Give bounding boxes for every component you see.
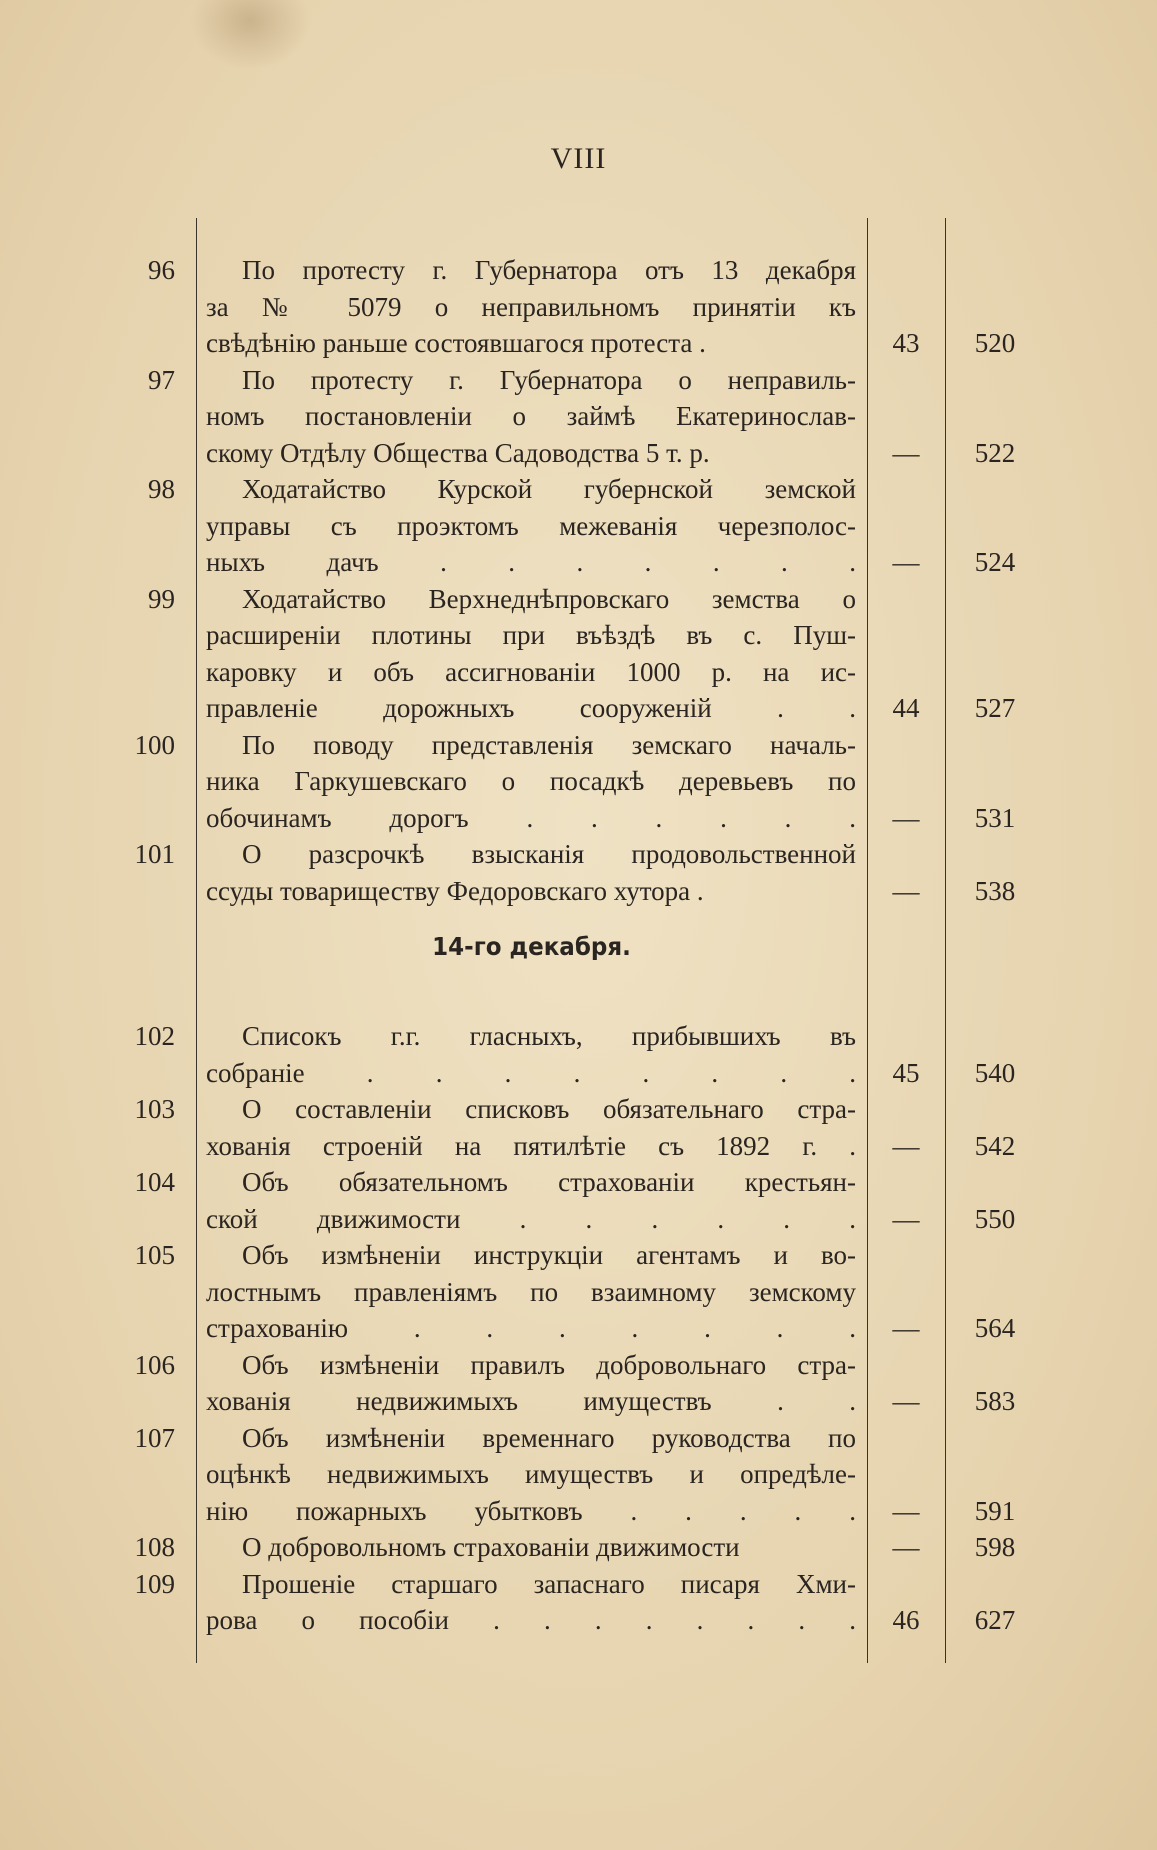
entry-text-line: Прошеніе старшаго запаснаго писаря Хми-: [242, 1568, 856, 1599]
entry-text-line: рова о пособіи . . . . . . . .: [206, 1605, 856, 1635]
page-reference: 591: [974, 1495, 1016, 1526]
page-reference: 598: [974, 1532, 1016, 1562]
session-number: —: [892, 437, 920, 468]
entry-number: 104: [134, 1167, 175, 1197]
page-reference: 522: [974, 437, 1016, 468]
session-number: —: [892, 547, 920, 577]
session-number: 43: [892, 328, 920, 358]
entry-text-line: лостнымъ правленіямъ по взаимному земскому: [206, 1276, 856, 1307]
entry-text-line: расширеніи плотины при въѣздѣ въ с. Пуш-: [206, 620, 856, 650]
session-number: —: [892, 1313, 920, 1343]
page-reference: 538: [974, 875, 1016, 906]
entry-text-line: ныхъ дачъ . . . . . . .: [206, 547, 856, 577]
entry-text-line: Ходатайство Верхнеднѣпровскаго земства о: [242, 583, 856, 614]
page-reference: 583: [974, 1386, 1016, 1416]
entry-number: 108: [134, 1532, 175, 1562]
entry-text-line: свѣдѣнію раньше состоявшагося протеста .: [206, 328, 706, 358]
page-reference: 531: [974, 802, 1016, 833]
entry-text-line: По протесту г. Губернатора о неправиль-: [242, 364, 856, 395]
entry-text-line: хованія строеній на пятилѣтіе съ 1892 г. .: [206, 1130, 856, 1161]
entry-text-line: Списокъ г.г. гласныхъ, прибывшихъ въ: [242, 1021, 856, 1051]
entry-number: 101: [134, 839, 175, 869]
session-number: —: [892, 1130, 920, 1161]
entry-text-line: Объ измѣненіи правилъ добровольнаго стра-: [242, 1349, 856, 1380]
entry-number: 99: [148, 583, 175, 614]
section-title: 14-го декабря.: [432, 932, 631, 961]
entry-text-line: Объ измѣненіи инструкціи агентамъ и во-: [242, 1240, 856, 1270]
entry-number: 97: [148, 364, 175, 395]
entry-number: 107: [134, 1422, 175, 1453]
entry-text-line: О составленіи списковъ обязательнаго стра-: [242, 1094, 856, 1124]
entry-text-line: По протесту г. Губернатора отъ 13 декабря: [242, 255, 856, 285]
entry-text-line: Объ измѣненіи временнаго руководства по: [242, 1422, 856, 1453]
page-reference: 524: [974, 547, 1016, 577]
session-number: 44: [892, 693, 920, 723]
column-rule-right: [945, 218, 946, 1663]
entry-text-line: каровку и объ ассигнованіи 1000 р. на ис-: [206, 656, 856, 687]
entry-text-line: ской движимости . . . . . .: [206, 1203, 856, 1234]
page-reference: 564: [974, 1313, 1016, 1343]
column-rule-middle: [867, 218, 868, 1663]
entry-text-line: ссуды товариществу Федоровскаго хутора .: [206, 875, 704, 906]
session-number: —: [892, 1203, 920, 1234]
session-number: —: [892, 875, 920, 906]
entry-text-line: Ходатайство Курской губернской земской: [242, 474, 856, 504]
entry-text-line: за № 5079 о неправильномъ принятіи къ: [206, 291, 856, 322]
page-reference: 540: [974, 1057, 1016, 1088]
entry-number: 103: [134, 1094, 175, 1124]
entry-text-line: хованія недвижимыхъ имуществъ . .: [206, 1386, 856, 1416]
session-number: —: [892, 1386, 920, 1416]
entry-text-line: номъ постановленіи о займѣ Екатеринослав-: [206, 401, 856, 431]
session-number: —: [892, 802, 920, 833]
entry-text-line: обочинамъ дорогъ . . . . . .: [206, 802, 856, 833]
page-reference: 542: [974, 1130, 1016, 1161]
entry-text-line: По поводу представленія земскаго началь-: [242, 729, 856, 760]
entry-text-line: О добровольномъ страхованіи движимости: [242, 1532, 740, 1562]
entry-number: 100: [134, 729, 175, 760]
entry-text-line: правленіе дорожныхъ сооруженій . .: [206, 693, 856, 723]
entry-text-line: собраніе . . . . . . . .: [206, 1057, 856, 1088]
page-reference: 527: [974, 693, 1016, 723]
entry-text-line: страхованію . . . . . . .: [206, 1313, 856, 1343]
entry-text-line: нію пожарныхъ убытковъ . . . . .: [206, 1495, 856, 1526]
entry-text-line: Объ обязательномъ страхованіи крестьян-: [242, 1167, 856, 1197]
entry-text-line: скому Отдѣлу Общества Садоводства 5 т. р.: [206, 437, 710, 468]
entry-number: 106: [134, 1349, 175, 1380]
page-reference: 550: [974, 1203, 1016, 1234]
entry-number: 102: [134, 1021, 175, 1051]
entry-text-line: оцѣнкѣ недвижимыхъ имуществъ и опредѣле-: [206, 1459, 856, 1489]
session-number: —: [892, 1532, 920, 1562]
page-reference: 627: [974, 1605, 1016, 1635]
page-reference: 520: [974, 328, 1016, 358]
paper-stain: [190, 0, 310, 70]
column-rule-left: [196, 218, 197, 1663]
session-number: —: [892, 1495, 920, 1526]
entry-text-line: управы съ проэктомъ межеванія черезполос-: [206, 510, 856, 541]
entry-number: 105: [134, 1240, 175, 1270]
entry-number: 98: [148, 474, 175, 504]
entry-number: 96: [148, 255, 175, 285]
entry-number: 109: [134, 1568, 175, 1599]
entry-text-line: ника Гаркушевскаго о посадкѣ деревьевъ по: [206, 766, 856, 796]
entry-text-line: О разсрочкѣ взысканія продовольственной: [242, 839, 856, 869]
session-number: 45: [892, 1057, 920, 1088]
page-number-header: VIII: [550, 142, 607, 175]
session-number: 46: [892, 1605, 920, 1635]
